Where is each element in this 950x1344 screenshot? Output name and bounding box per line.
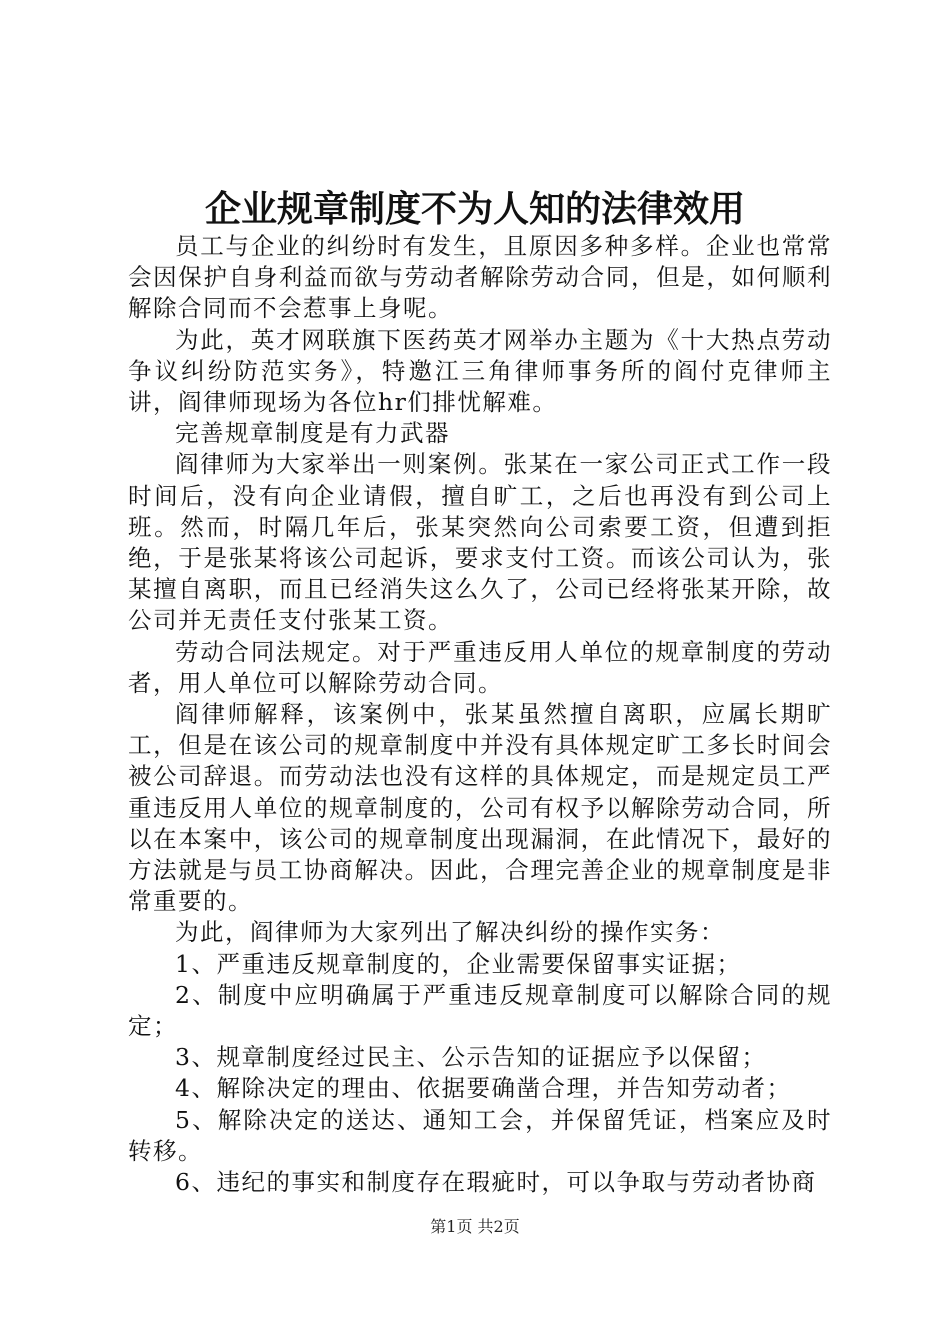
section-heading: 完善规章制度是有力武器 [175, 419, 450, 448]
list-item-1: 1、严重违反规章制度的，企业需要保留事实证据； [175, 949, 742, 978]
document-body [128, 231, 832, 1198]
paragraph-case: 阎律师为大家举出一则案例。张某在一家公司正式工作一段时间后，没有向企业请假，擅自旷工，之后也再没有到公司上班。然而，时隔几年后，张某突然向公司索要工资，但遭到拒绝，于是张某将该公司起诉，要求支付工资。而该公司认为，张某擅自离职，而且已经消失这么久了，公司已经将张某开除，故公司并无责任支付张某工资。 [128, 450, 832, 635]
list-item-2: 2、制度中应明确属于严重违反规章制度可以解除合同的规定； [128, 980, 832, 1041]
paragraph-intro: 员工与企业的纠纷时有发生，且原因多种多样。企业也常常会因保护自身利益而欲与劳动者解除劳动合同，但是，如何顺利解除合同而不会惹事上身呢。 [128, 232, 832, 323]
list-item-3: 3、规章制度经过民主、公示告知的证据应予以保留； [175, 1043, 767, 1072]
list-item-4: 4、解除决定的理由、依据要确凿合理，并告知劳动者； [175, 1074, 792, 1103]
page-footer: 第1页 共2页 [430, 1217, 520, 1236]
paragraph-explanation: 阎律师解释，该案例中，张某虽然擅自离职，应属长期旷工，但是在该公司的规章制度中并没有具体规定旷工多长时间会被公司辞退。而劳动法也没有这样的具体规定，而是规定员工严重违反用人单位的规章制度的，公司有权予以解除劳动合同，所以在本案中，该公司的规章制度出现漏洞，在此情况下，最好的方法就是与员工协商解决。因此，合理完善企业的规章制度是非常重要的。 [128, 700, 832, 916]
paragraph-list-intro: 为此，阎律师为大家列出了解决纠纷的操作实务： [175, 918, 725, 947]
paragraph-law: 劳动合同法规定。对于严重违反用人单位的规章制度的劳动者，用人单位可以解除劳动合同。 [128, 637, 832, 697]
list-item-6: 6、违纪的事实和制度存在瑕疵时，可以争取与劳动者协商 [175, 1168, 817, 1197]
document-title: 企业规章制度不为人知的法律效用 [204, 188, 745, 230]
paragraph-event: 为此，英才网联旗下医药英才网举办主题为《十大热点劳动争议纠纷防范实务》，特邀江三角律师事务所的阎付克律师主讲，阎律师现场为各位hr们排忧解难。 [128, 325, 832, 417]
list-item-5: 5、解除决定的送达、通知工会，并保留凭证，档案应及时转移。 [128, 1105, 832, 1165]
